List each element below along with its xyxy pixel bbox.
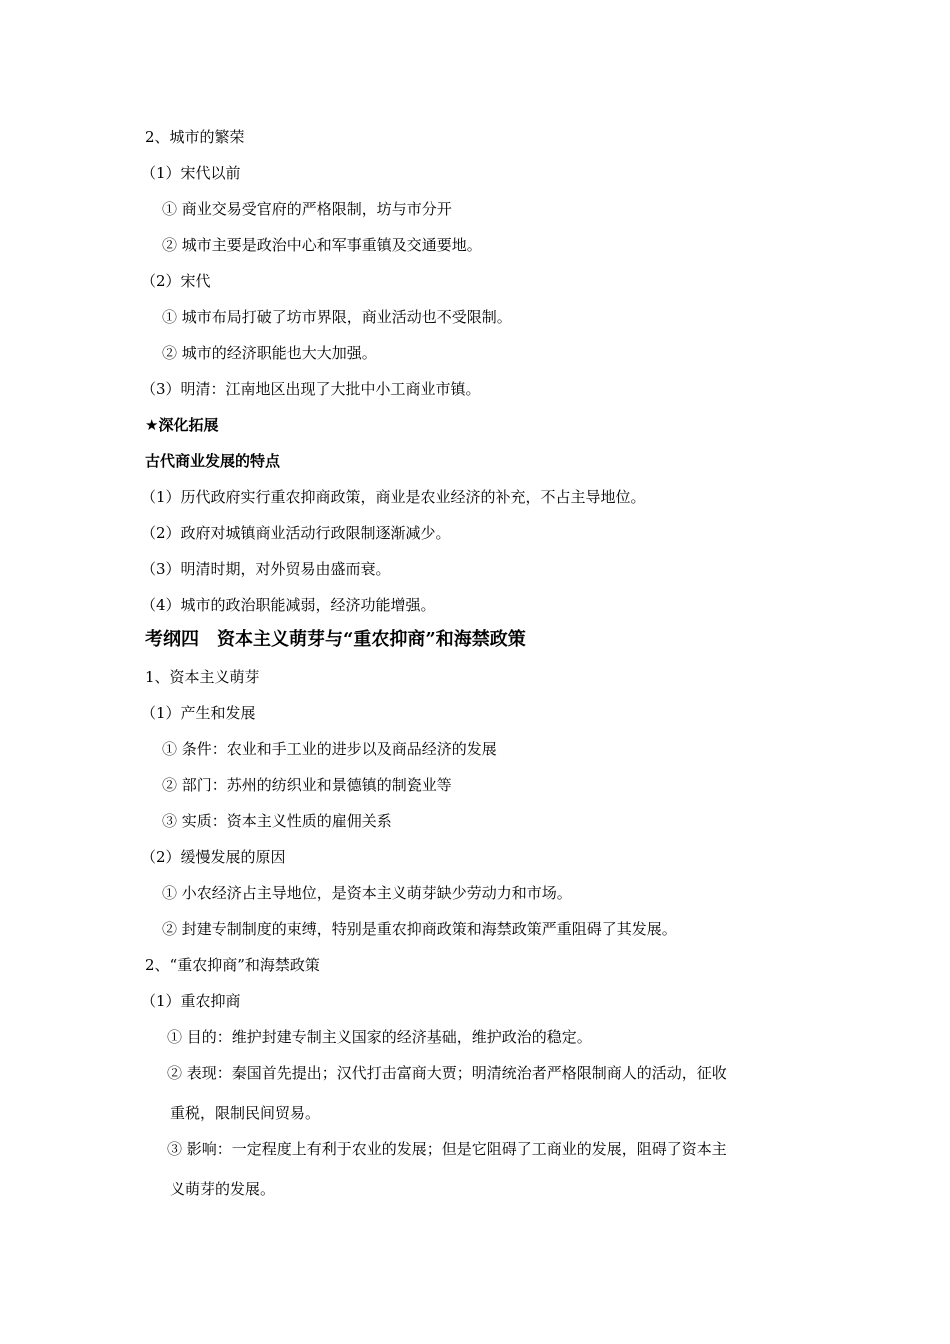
list-item: ② 城市的经济职能也大大加强。 xyxy=(162,344,377,362)
list-item: ② 封建专制制度的束缚，特别是重农抑商政策和海禁政策严重阻碍了其发展。 xyxy=(162,920,677,938)
list-item: ① 商业交易受官府的严格限制，坊与市分开 xyxy=(162,200,452,218)
list-item: ③ 实质：资本主义性质的雇佣关系 xyxy=(162,812,392,830)
subheading-origin-development: （1）产生和发展 xyxy=(141,704,256,722)
features-heading: 古代商业发展的特点 xyxy=(145,452,281,470)
subheading-slow-development-reasons: （2）缓慢发展的原因 xyxy=(141,848,286,866)
list-item: ① 条件：农业和手工业的进步以及商品经济的发展 xyxy=(162,740,497,758)
section-heading-capitalism-sprouts: 1、资本主义萌芽 xyxy=(145,668,260,686)
outline-four-heading: 考纲四 资本主义萌芽与“重农抑商”和海禁政策 xyxy=(145,629,526,650)
subheading-agriculture-first: （1）重农抑商 xyxy=(141,992,241,1010)
list-item: （4）城市的政治职能减弱，经济功能增强。 xyxy=(141,596,436,614)
subheading-song: （2）宋代 xyxy=(141,272,211,290)
list-item: ② 部门：苏州的纺织业和景德镇的制瓷业等 xyxy=(162,776,452,794)
extension-heading: ★深化拓展 xyxy=(145,416,219,434)
subheading-ming-qing: （3）明清：江南地区出现了大批中小工商业市镇。 xyxy=(141,380,481,398)
list-item-continuation: 重税，限制民间贸易。 xyxy=(170,1104,321,1122)
subheading-before-song: （1）宋代以前 xyxy=(141,164,241,182)
list-item: ① 目的：维护封建专制主义国家的经济基础，维护政治的稳定。 xyxy=(167,1028,592,1046)
list-item: ① 城市布局打破了坊市界限，商业活动也不受限制。 xyxy=(162,308,512,326)
section-heading-city-prosperity: 2、城市的繁荣 xyxy=(145,128,245,146)
list-item: （1）历代政府实行重农抑商政策，商业是农业经济的补充，不占主导地位。 xyxy=(141,488,646,506)
list-item: （2）政府对城镇商业活动行政限制逐渐减少。 xyxy=(141,524,451,542)
list-item: （3）明清时期，对外贸易由盛而衰。 xyxy=(141,560,391,578)
list-item-continuation: 义萌芽的发展。 xyxy=(170,1180,276,1198)
list-item: ② 表现：秦国首先提出；汉代打击富商大贾；明清统治者严格限制商人的活动，征收 xyxy=(167,1064,727,1082)
section-heading-policies: 2、“重农抑商”和海禁政策 xyxy=(145,956,320,974)
list-item: ② 城市主要是政治中心和军事重镇及交通要地。 xyxy=(162,236,482,254)
list-item: ① 小农经济占主导地位，是资本主义萌芽缺少劳动力和市场。 xyxy=(162,884,572,902)
list-item: ③ 影响：一定程度上有利于农业的发展；但是它阻碍了工商业的发展，阻碍了资本主 xyxy=(167,1140,727,1158)
